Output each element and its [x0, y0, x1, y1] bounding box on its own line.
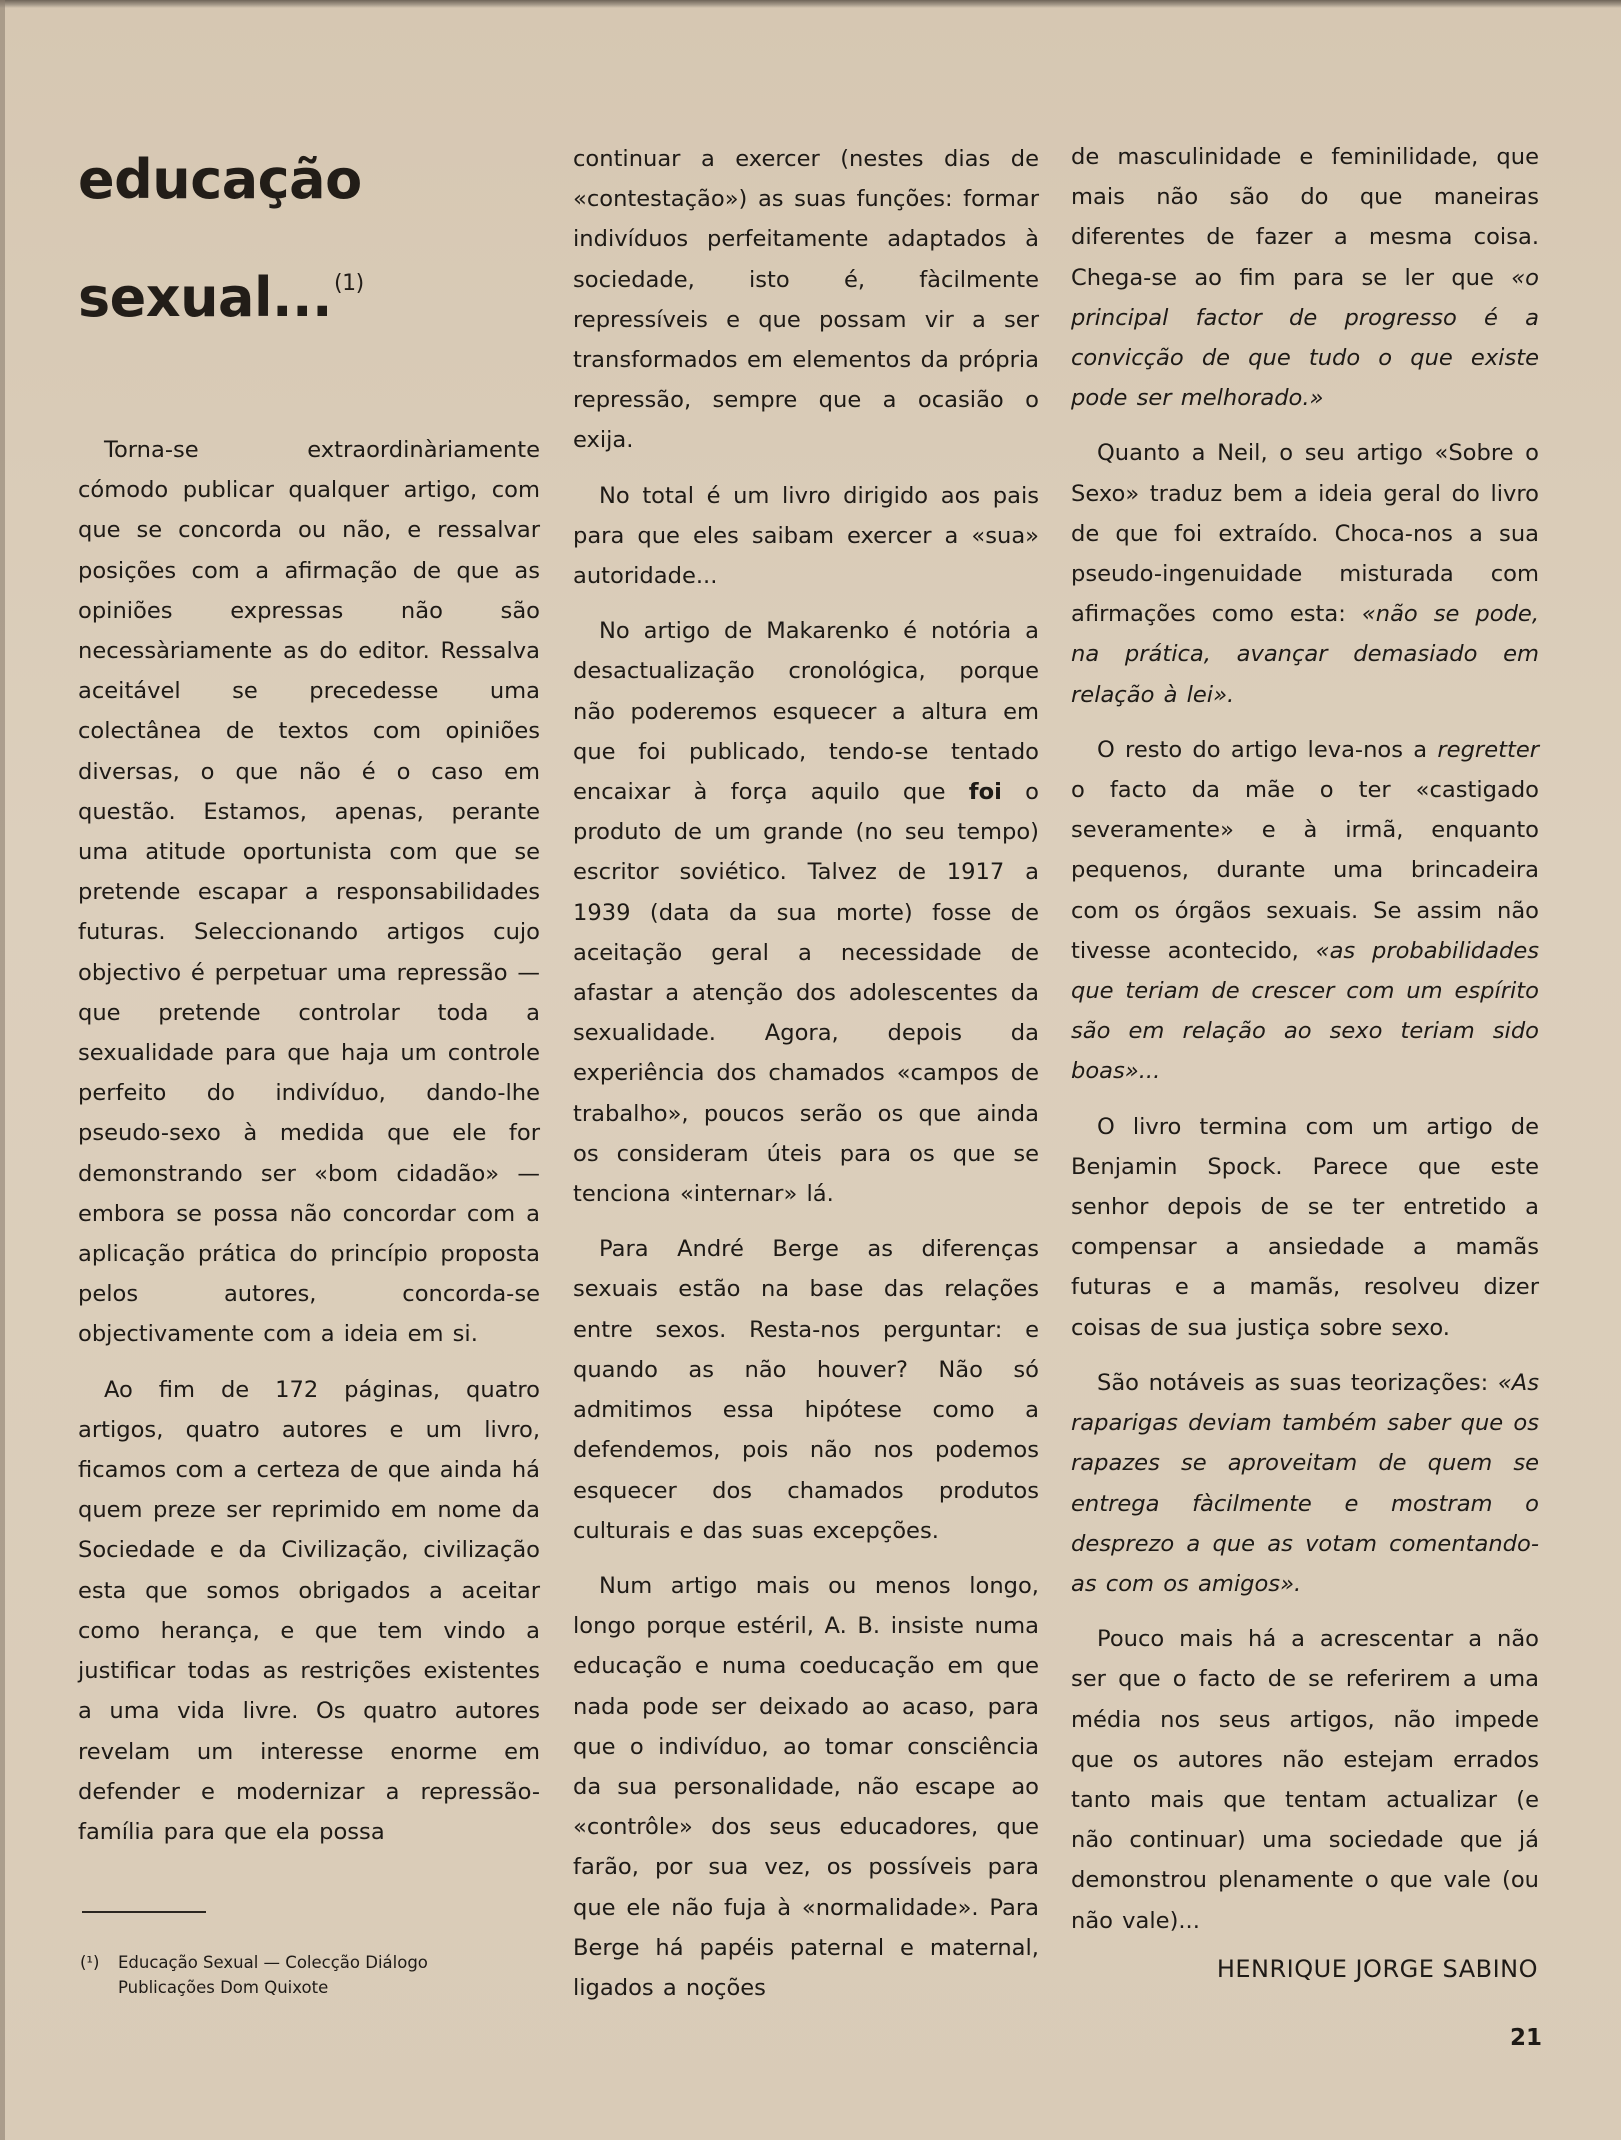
- footnote-line2: Publicações Dom Quixote: [118, 1978, 329, 1997]
- col2-paragraph-3: [573, 611, 1039, 1214]
- col3-p5-text: São notáveis as suas teorizações:: [1097, 1369, 1489, 1396]
- col3-p1-quote: «o principal factor de progresso é a convicção de que tudo o que existe pode ser melhorado.»: [1071, 264, 1539, 412]
- col3-paragraph-3: [1071, 730, 1539, 1092]
- col3-p2-text: Quanto a Neil, o seu artigo «Sobre o Sexo» traduz bem a ideia geral do livro de que foi extraído. Choca-nos a sua pseudo-ingenuidade misturada com afirmações como esta:: [1071, 440, 1539, 628]
- col3-p3-quote: «as probabilidades que teriam de crescer com um espírito são em relação ao sexo teriam sido boas»...: [1071, 937, 1539, 1085]
- col3-paragraph-2: [1071, 433, 1539, 714]
- article-title-line2: [78, 266, 364, 329]
- col2-paragraph-1: continuar a exercer (nestes dias de «contestação») as suas funções: formar indivíduos perfeitamente adaptados à sociedade, isto é, fàcilmente repressíveis e que possam vir a ser transformados em elementos da própria repressão, sempre que a ocasião o exija.: [573, 146, 1039, 454]
- text-column-3: [1071, 137, 1539, 1941]
- article-title-line2-text: sexual...: [78, 266, 333, 329]
- col3-p3-text-a: O resto do artigo leva-nos a: [1097, 736, 1428, 763]
- text-column-1: [78, 430, 540, 1852]
- col2-paragraph-4: Para André Berge as diferenças sexuais estão na base das relações entre sexos. Resta-nos perguntar: e quando as não houver? Não só admitimos essa hipótese como a defendemos, pois não nos podemos esquecer dos chamados produtos culturais e das suas excepções.: [573, 1236, 1039, 1544]
- col2-p3-text-a: No artigo de Makarenko é notória a desactualização cronológica, porque não poderemos esquecer a altura em que foi publicado, tendo-se tentado encaixar à força aquilo que: [573, 618, 1039, 806]
- page-top-edge: [0, 0, 1621, 8]
- col2-paragraph-2: No total é um livro dirigido aos pais para que eles saibam exercer a «sua» autoridade...: [573, 482, 1039, 590]
- col2-p3-text-b: o produto de um grande (no seu tempo) escritor soviético. Talvez de 1917 a 1939 (data da sua morte) fosse de aceitação geral a necessidade de afastar a atenção dos adolescentes da sexualidade. Agora, depois da experiência dos chamados «campos de trabalho», poucos serão os que ainda os consideram úteis para os que se tenciona «internar» lá.: [573, 779, 1039, 1208]
- author-signature: HENRIQUE JORGE SABINO: [1216, 1955, 1538, 1983]
- col2-paragraph-5: Num artigo mais ou menos longo, longo porque estéril, A. B. insiste numa educação e numa coeducação em que nada pode ser deixado ao acaso, para que o indivíduo, ao tomar consciência da sua personalidade, não escape ao «contrôle» dos seus educadores, que farão, por sua vez, os possíveis para que ele não fuja à «normalidade». Para Berge há papéis paternal e maternal, ligados a noções: [573, 1572, 1039, 2001]
- col1-paragraph-1: Torna-se extraordinàriamente cómodo publicar qualquer artigo, com que se concorda ou não, e ressalvar posições com a afirmação de que as opiniões expressas não são necessàriamente as do editor. Ressalva aceitável se precedesse uma colectânea de textos com opiniões diversas, o que não é o caso em questão. Estamos, apenas, perante uma atitude oportunista com que se pretende escapar a responsabilidades futuras. Seleccionando artigos cujo objectivo é perpetuar uma repressão — que pretende controlar toda a sexualidade para que haja um controle perfeito do indivíduo, dando-lhe pseudo-sexo à medida que ele for demonstrando ser «bom cidadão» — embora se possa não concordar com a aplicação prática do princípio proposta pelos autores, concorda-se objectivamente com a ideia em si.: [78, 437, 540, 1348]
- footnote: [80, 1950, 538, 2000]
- col2-p3-bold: foi: [968, 779, 1002, 806]
- page-number: 21: [1510, 2025, 1543, 2051]
- footnote-line1: Educação Sexual — Colecção Diálogo: [118, 1953, 428, 1972]
- title-footnote-mark: (1): [334, 271, 364, 296]
- page-left-edge: [0, 0, 5, 2140]
- col3-p3-foreign-word: regretter: [1437, 736, 1540, 763]
- col3-p3-text-b: o facto da mãe o ter «castigado severamente» e à irmã, enquanto pequenos, durante uma brincadeira com os órgãos sexuais. Se assim não tivesse acontecido,: [1071, 777, 1539, 964]
- footnote-mark: (¹): [80, 1953, 100, 1972]
- article-title-line1: educação: [78, 148, 362, 211]
- col3-paragraph-4: O livro termina com um artigo de Benjamin Spock. Parece que este senhor depois de se ter entretido a compensar a ansiedade a mamãs futuras e a mamãs, resolveu dizer coisas de sua justiça sobre sexo.: [1071, 1113, 1539, 1341]
- footnote-rule: [82, 1911, 206, 1913]
- col3-paragraph-5: [1071, 1363, 1539, 1604]
- col3-paragraph-1: [1071, 137, 1539, 418]
- col3-paragraph-6: Pouco mais há a acrescentar a não ser que o facto de se referirem a uma média nos seus artigos, não impede que os autores não estejam errados tanto mais que tentam actualizar (e não continuar) uma sociedade que já demonstrou plenamente o que vale (ou não vale)...: [1071, 1626, 1539, 1934]
- col3-p2-quote: «não se pode, na prática, avançar demasiado em relação à lei».: [1071, 601, 1540, 708]
- col1-paragraph-2: Ao fim de 172 páginas, quatro artigos, quatro autores e um livro, ficamos com a certeza de que ainda há quem preze ser reprimido em nome da Sociedade e da Civilização, civilização esta que somos obrigados a aceitar como herança, e que tem vindo a justificar todas as restrições existentes a uma vida livre. Os quatro autores revelam um interesse enorme em defender e modernizar a repressão-família para que ela possa: [78, 1376, 540, 1845]
- text-column-2: [573, 139, 1039, 2008]
- col3-p5-quote: «As raparigas deviam também saber que os rapazes se aproveitam de quem se entrega fàcilmente e mostram o desprezo a que as votam comentando-as com os amigos».: [1071, 1369, 1539, 1597]
- col3-p1-text: de masculinidade e feminilidade, que mais não são do que maneiras diferentes de fazer a mesma coisa. Chega-se ao fim para se ler que: [1071, 144, 1539, 291]
